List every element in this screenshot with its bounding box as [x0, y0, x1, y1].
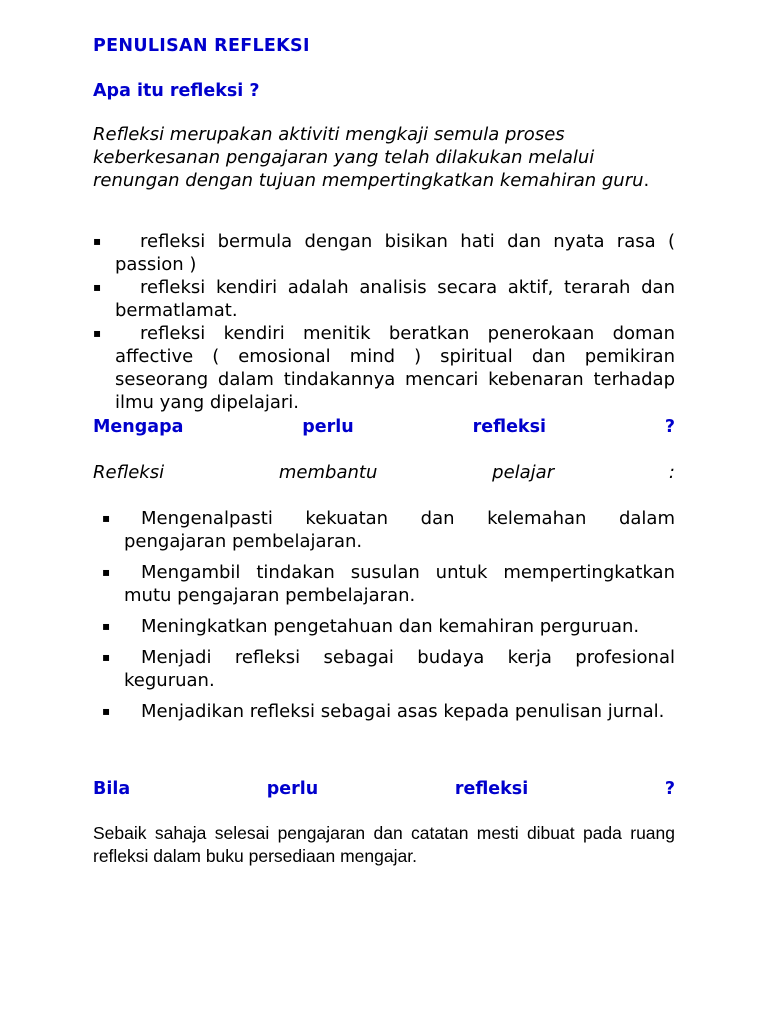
subheading-word: membantu: [278, 462, 378, 483]
heading-word: ?: [664, 417, 675, 437]
bullet-icon: ▪: [102, 619, 111, 633]
document-title: PENULISAN REFLEKSI: [93, 36, 310, 56]
intro-text: Refleksi merupakan aktiviti mengkaji semula proses keberkesanan pengajaran yang telah dilakukan melalui renungan dengan tujuan mempertingkatkan kemahiran guru: [93, 124, 644, 191]
list-item: [93, 615, 675, 638]
heading-word: refleksi: [472, 417, 546, 437]
list-item: [93, 561, 675, 607]
subheading-word: pelajar: [492, 462, 555, 483]
heading-word: Mengapa: [93, 417, 184, 437]
list-item-text: Meningkatkan pengetahuan dan kemahiran perguruan.: [141, 616, 640, 637]
list-item: [93, 230, 675, 276]
intro-end-punctuation: .: [643, 170, 650, 191]
bullet-icon: ▪: [102, 650, 111, 664]
list-item-text: refleksi kendiri menitik beratkan penerokaan doman affective ( emosional mind ) spiritual dan pemikiran seseorang dalam tindakannya mencari kebenaran terhadap ilmu yang dipelajari.: [115, 323, 675, 413]
list-item: [93, 276, 675, 322]
reflection-bullet-list: [93, 230, 675, 414]
bullet-icon: ▪: [93, 280, 102, 294]
heading-word: perlu: [266, 779, 319, 799]
subheading-word: :: [668, 462, 675, 483]
bullet-icon: ▪: [93, 234, 102, 248]
subheading-refleksi-membantu: [93, 461, 675, 484]
heading-word: ?: [664, 779, 675, 799]
bullet-icon: ▪: [102, 565, 111, 579]
benefits-bullet-list: [93, 507, 675, 731]
list-item-text: refleksi bermula dengan bisikan hati dan nyata rasa ( passion ): [115, 231, 675, 275]
list-item: [93, 646, 675, 692]
list-item: [93, 507, 675, 553]
heading-mengapa-perlu-refleksi: [93, 416, 675, 438]
list-item-text: Menjadi refleksi sebagai budaya kerja profesional keguruan.: [124, 647, 675, 691]
heading-word: Bila: [93, 779, 131, 799]
heading-word: perlu: [302, 417, 354, 437]
subheading-word: Refleksi: [93, 462, 165, 483]
bullet-icon: ▪: [102, 511, 111, 525]
list-item: [93, 322, 675, 414]
intro-paragraph: [93, 123, 675, 192]
list-item: [93, 700, 675, 723]
bullet-icon: ▪: [93, 326, 102, 340]
heading-apa-itu-refleksi: Apa itu refleksi ?: [93, 81, 260, 101]
heading-word: refleksi: [454, 779, 529, 799]
heading-bila-perlu-refleksi: [93, 778, 675, 800]
list-item-text: refleksi kendiri adalah analisis secara aktif, terarah dan bermatlamat.: [115, 277, 675, 321]
closing-paragraph: Sebaik sahaja selesai pengajaran dan catatan mesti dibuat pada ruang refleksi dalam buku persediaan mengajar.: [93, 823, 675, 866]
list-item-text: Mengenalpasti kekuatan dan kelemahan dalam pengajaran pembelajaran.: [124, 508, 675, 552]
list-item-text: Menjadikan refleksi sebagai asas kepada penulisan jurnal.: [141, 701, 665, 722]
bullet-icon: ▪: [102, 704, 111, 718]
list-item-text: Mengambil tindakan susulan untuk mempertingkatkan mutu pengajaran pembelajaran.: [124, 562, 675, 606]
